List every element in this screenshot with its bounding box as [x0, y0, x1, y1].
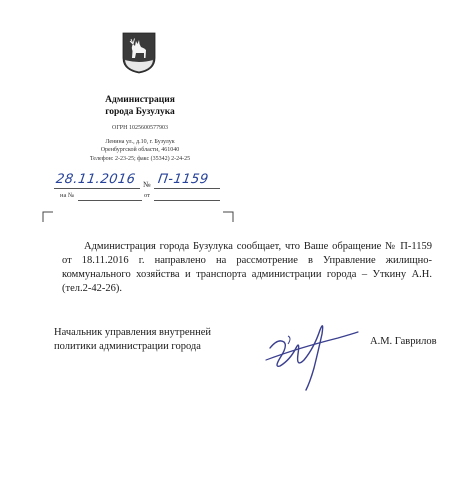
coat-of-arms-emblem	[122, 32, 156, 74]
handwritten-number: П-1159	[156, 172, 210, 187]
handwritten-signature	[258, 308, 368, 398]
ref-number-underline	[78, 200, 142, 201]
date-underline	[54, 188, 140, 189]
letter-body-paragraph: Администрация города Бузулука сообщает, что Ваше обращение № П-1159 от 18.11.2016 г. направлено на рассмотрение в Управление жилищно-коммунального хозяйства и транспорта администрации города – Уткину А.Н. (тел.2-42-26).	[62, 241, 432, 294]
org-name-line2: города Бузулука	[105, 107, 175, 117]
address-line1: Ленина ул., д.10, г. Бузулук	[105, 138, 175, 145]
ref-label-ot: от	[144, 192, 151, 199]
address-line2: Оренбургской области, 461040	[100, 147, 180, 153]
ogrn: ОГРН 1025600577903	[112, 125, 168, 131]
ref-label-na: на №	[60, 192, 75, 199]
position-line1: Начальник управления внутренней	[54, 327, 212, 338]
signatory-name: А.М. Гаврилов	[370, 336, 437, 347]
number-sign: №	[143, 180, 151, 189]
organization-header	[60, 94, 220, 163]
right-corner-bracket	[222, 211, 234, 223]
org-name-line1: Администрация	[105, 95, 175, 105]
left-corner-bracket	[42, 211, 54, 223]
phone-line: Телефон: 2-23-25; факс (35342) 2-24-25	[89, 155, 191, 162]
position-line2: политики администрации города	[54, 341, 201, 352]
handwritten-date: 28.11.2016	[54, 172, 137, 187]
signatory-position	[54, 326, 244, 354]
ref-date-underline	[154, 200, 220, 201]
number-underline	[154, 188, 220, 189]
